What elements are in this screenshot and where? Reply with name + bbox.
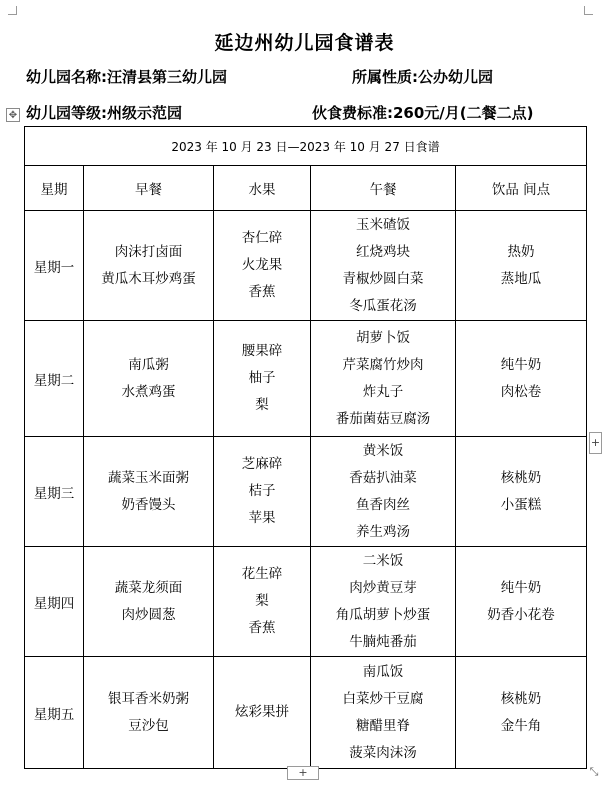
kindergarten-nature-value: 公办幼儿园: [418, 68, 494, 86]
kindergarten-nature: [352, 66, 493, 87]
menu-item: 二米饭: [362, 552, 404, 569]
table-row: [25, 547, 587, 657]
menu-item: 苹果: [248, 510, 276, 526]
header-weekday: 星期: [25, 166, 84, 211]
menu-item: 花生碎: [241, 566, 283, 582]
table-row: [25, 321, 587, 437]
menu-item: 角瓜胡萝卜炒蛋: [335, 606, 431, 623]
add-column-button[interactable]: [589, 432, 602, 454]
menu-item: 核桃奶: [500, 690, 542, 707]
menu-item: 炫彩果拼: [235, 704, 289, 720]
plus-icon: +: [298, 766, 308, 779]
kindergarten-name-label: 幼儿园名称:: [26, 68, 107, 86]
margin-corner-mark: [584, 6, 593, 15]
header-breakfast: 早餐: [84, 166, 214, 211]
menu-item: 黄米饭: [362, 442, 404, 459]
date-range: 2023 年 10 月 23 日—2023 年 10 月 27 日食谱: [25, 127, 587, 166]
menu-item: 奶香馒头: [121, 496, 176, 513]
menu-item: 青椒炒圆白菜: [342, 270, 424, 287]
menu-item: 肉炒黄豆芽: [349, 579, 417, 596]
menu-item: 水煮鸡蛋: [121, 383, 176, 400]
fruit-cell: [214, 211, 311, 321]
menu-item: 胡萝卜饭: [356, 329, 410, 346]
menu-item: 番茄菌菇豆腐汤: [335, 410, 431, 427]
menu-item: 香蕉: [248, 284, 276, 300]
move-arrows-icon: ✥: [8, 110, 18, 121]
breakfast-cell: [84, 547, 214, 657]
weekday-cell: 星期三: [25, 437, 84, 547]
menu-item: 豆沙包: [128, 717, 169, 734]
drink-snack-cell: [456, 321, 587, 437]
menu-item: 炸丸子: [362, 383, 404, 400]
menu-item: 银耳香米奶粥: [108, 690, 189, 707]
table-resize-handle[interactable]: [588, 766, 600, 778]
drink-snack-cell: [456, 657, 587, 769]
date-range-row: [25, 127, 587, 166]
menu-item: 玉米碴饭: [356, 216, 410, 233]
menu-item: 蒸地瓜: [500, 270, 542, 287]
lunch-cell: [311, 547, 456, 657]
menu-item: 南瓜饭: [362, 663, 404, 680]
drink-snack-cell: [456, 437, 587, 547]
menu-item: 菠菜肉沫汤: [349, 744, 417, 761]
menu-item: 柚子: [248, 370, 276, 386]
breakfast-cell: [84, 657, 214, 769]
menu-item: 芝麻碎: [241, 456, 283, 472]
header-row: [25, 166, 587, 211]
resize-diagonal-icon: ⤡: [589, 765, 599, 778]
menu-item: 核桃奶: [500, 469, 542, 486]
kindergarten-name-value: 汪清县第三幼儿园: [107, 68, 228, 86]
menu-item: 金牛角: [500, 717, 542, 734]
weekday-cell: 星期五: [25, 657, 84, 769]
menu-table: [24, 126, 587, 769]
menu-item: 红烧鸡块: [356, 243, 410, 260]
kindergarten-level-value: 州级示范园: [107, 104, 183, 122]
fruit-cell: [214, 437, 311, 547]
menu-item: 纯牛奶: [500, 579, 542, 596]
kindergarten-name: [26, 66, 227, 87]
weekday-cell: 星期一: [25, 211, 84, 321]
menu-item: 冬瓜蛋花汤: [349, 297, 417, 314]
menu-item: 纯牛奶: [500, 356, 542, 373]
menu-item: 糖醋里脊: [356, 717, 410, 734]
table-row: [25, 657, 587, 769]
menu-item: 腰果碎: [241, 343, 283, 359]
fruit-cell: [214, 547, 311, 657]
meal-fee-standard: [312, 102, 534, 123]
drink-snack-cell: [456, 547, 587, 657]
menu-item: 奶香小花卷: [487, 606, 555, 623]
fruit-cell: [214, 657, 311, 769]
menu-item: 香菇扒油菜: [349, 469, 417, 486]
menu-item: 蔬菜玉米面粥: [108, 469, 189, 486]
document-title: 延边州幼儿园食谱表: [214, 32, 395, 54]
lunch-cell: [311, 321, 456, 437]
menu-item: 肉松卷: [500, 383, 542, 400]
weekday-cell: 星期二: [25, 321, 84, 437]
menu-item: 热奶: [507, 243, 535, 260]
kindergarten-level-label: 幼儿园等级:: [26, 104, 107, 122]
menu-item: 白菜炒干豆腐: [342, 690, 424, 707]
lunch-cell: [311, 657, 456, 769]
breakfast-cell: [84, 437, 214, 547]
meal-fee-label: 伙食费标准:: [312, 104, 393, 122]
menu-item: 桔子: [248, 483, 276, 499]
meal-fee-value: 260元/月(二餐二点): [393, 104, 534, 122]
plus-icon: +: [590, 436, 601, 449]
menu-item: 鱼香肉丝: [356, 496, 410, 513]
menu-item: 蔬菜龙须面: [114, 579, 183, 596]
header-fruit: 水果: [214, 166, 311, 211]
menu-item: 黄瓜木耳炒鸡蛋: [101, 270, 196, 287]
menu-item: 肉沫打卤面: [114, 243, 183, 260]
header-drink-snack: 饮品 间点: [456, 166, 587, 211]
menu-item: 养生鸡汤: [356, 523, 410, 540]
table-row: [25, 437, 587, 547]
drink-snack-cell: [456, 211, 587, 321]
menu-item: 南瓜粥: [128, 356, 169, 373]
lunch-cell: [311, 437, 456, 547]
table-move-handle[interactable]: [6, 108, 20, 122]
weekday-cell: 星期四: [25, 547, 84, 657]
fruit-cell: [214, 321, 311, 437]
menu-item: 肉炒圆葱: [121, 606, 176, 623]
header-lunch: 午餐: [311, 166, 456, 211]
breakfast-cell: [84, 211, 214, 321]
menu-item: 梨: [255, 397, 269, 413]
kindergarten-level: [26, 102, 182, 123]
margin-corner-mark: [8, 6, 17, 15]
lunch-cell: [311, 211, 456, 321]
menu-item: 梨: [255, 593, 269, 609]
breakfast-cell: [84, 321, 214, 437]
menu-item: 杏仁碎: [241, 230, 283, 246]
table-row: [25, 211, 587, 321]
menu-item: 芹菜腐竹炒肉: [342, 356, 424, 373]
kindergarten-nature-label: 所属性质:: [352, 68, 418, 86]
menu-item: 火龙果: [241, 257, 283, 273]
menu-item: 香蕉: [248, 620, 276, 636]
menu-item: 牛腩炖番茄: [349, 633, 417, 650]
menu-item: 小蛋糕: [500, 496, 542, 513]
add-row-button[interactable]: [287, 766, 319, 780]
